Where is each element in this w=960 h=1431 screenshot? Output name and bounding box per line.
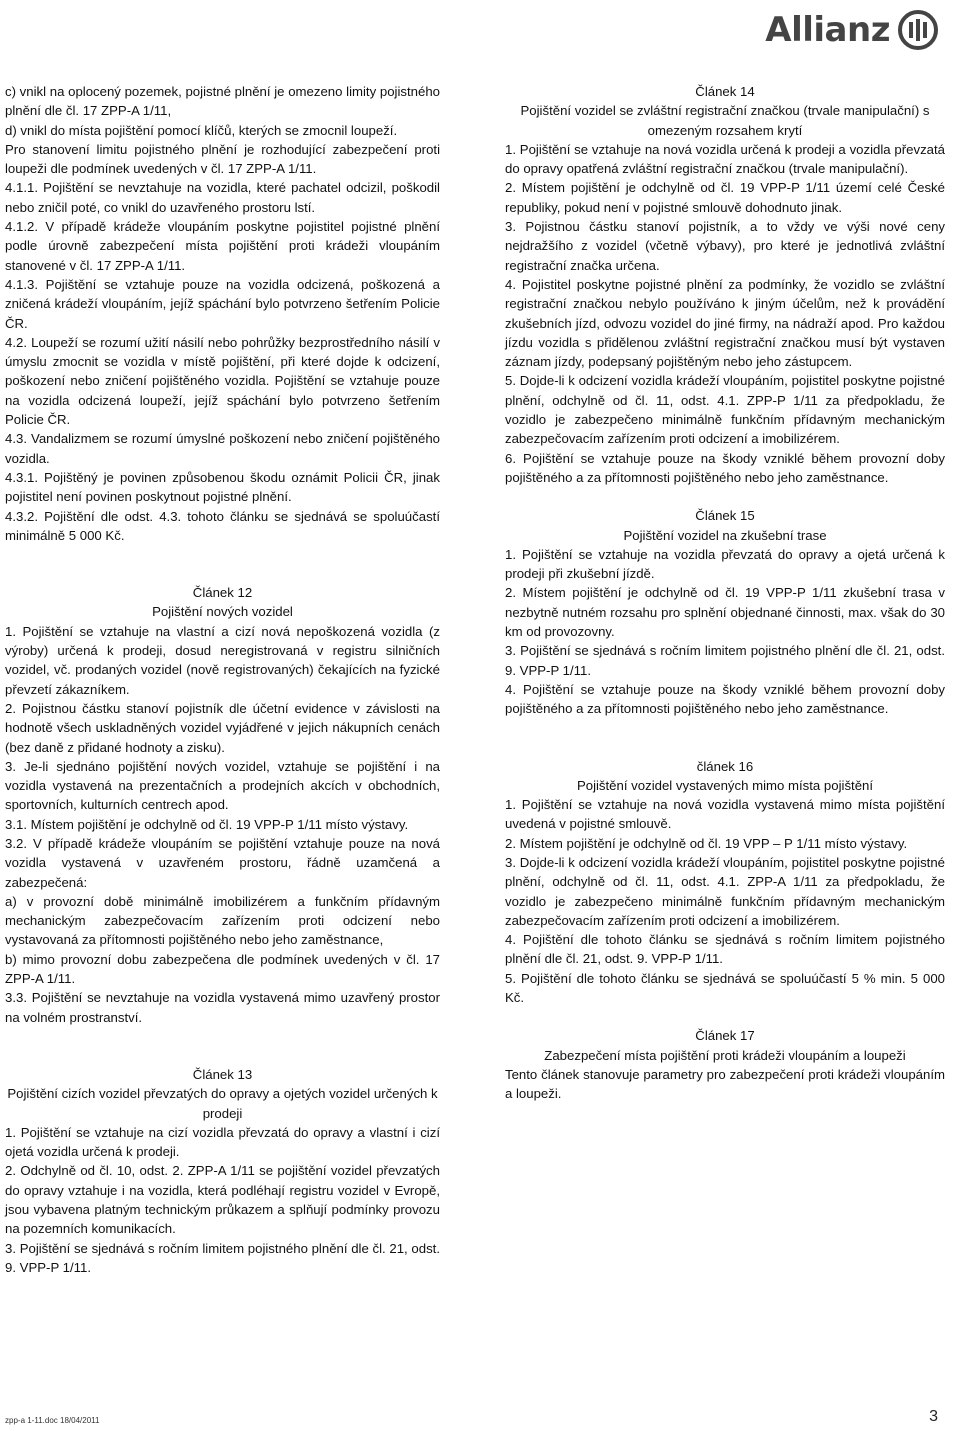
paragraph: 4. Pojištění se vztahuje pouze na škody vzniklé během provozní doby pojištěného a za přítomnosti pojištěného nebo jeho zaměstnance. <box>505 681 945 717</box>
paragraph: 3. Pojistnou částku stanoví pojistník, a to vždy ve výši nové ceny nejdražšího z vozidel (včetně výbavy), pro které je jednotlivá zvláštní registrační značka určena. <box>505 219 945 273</box>
right-column <box>505 82 945 1104</box>
paragraph: c) vnikl na oplocený pozemek, pojistné plnění je omezeno limity pojistného plnění dle čl. 17 ZPP-A 1/11, <box>5 84 440 119</box>
article-heading: článek 16 <box>696 758 754 774</box>
paragraph: 2. Místem pojištění je odchylně od čl. 19 VPP-P 1/11 území celé České republiky, pokud není v pojistné smlouvě dohodnuto jinak. <box>505 180 945 215</box>
paragraph: 5. Pojištění dle tohoto článku se sjednává se spoluúčastí 5 % min. 5 000 Kč. <box>505 970 945 1006</box>
paragraph: 4.2. Loupeží se rozumí užití násilí nebo pohrůžky bezprostředního násilí v úmyslu zmocnit se vozidla v místě pojištění, při které dojde k odcizení, poškození nebo zničení pojištěného vozidla. Pojištění se vztahuje pouze na vozidla odcizená loupeží, jejíž spáchání bylo potvrzeno šetřením Policie ČR. <box>5 334 440 428</box>
paragraph: 2. Místem pojištění je odchylně od čl. 19 VPP – P 1/11 místo výstavy. <box>505 835 908 851</box>
article-heading: Pojištění vozidel vystavených mimo místa pojištění <box>576 777 874 793</box>
brand-name: Allianz <box>765 10 890 50</box>
paragraph: 3. Je-li sjednáno pojištění nových vozidel, vztahuje se pojištění i na vozidla vystavená na prezentačních a prodejních akcích v obchodních, sportovních, kulturních centrech apod. <box>5 758 440 813</box>
paragraph: Pro stanovení limitu pojistného plnění je rozhodující zabezpečení proti loupeži dle podmínek uvedených v čl. 17 ZPP-A 1/11. <box>5 141 440 177</box>
paragraph: 3.3. Pojištění se nevztahuje na vozidla vystavená mimo uzavřený prostor na volném prostranství. <box>5 990 440 1025</box>
spacer <box>505 1007 945 1026</box>
paragraph: 4. Pojištění dle tohoto článku se sjednává s ročním limitem pojistného plnění dle čl. 21, odst. 9. VPP-P 1/11. <box>505 932 945 967</box>
paragraph: 4.1.2. V případě krádeže vloupáním poskytne pojistitel pojistné plnění podle úrovně zabezpečení místa pojištění proti krádeži vloupáním stanovené v čl. 17 ZPP-A 1/11. <box>5 219 440 273</box>
article-heading: Pojištění vozidel se zvláštní registrační značkou (trvale manipulační) s omezeným rozsahem krytí <box>520 103 930 138</box>
paragraph: b) mimo provozní dobu zabezpečena dle podmínek uvedených v čl. 17 ZPP-A 1/11. <box>5 951 440 987</box>
paragraph: 4.1.1. Pojištění se nevztahuje na vozidla, které pachatel odcizil, poškodil nebo zničil poté, co vnikl do uzavřeného prostoru lstí. <box>5 180 440 215</box>
paragraph: 1. Pojištění se vztahuje na vlastní a cizí nová nepoškozená vozidla (z výroby) určená k prodeji, dosud neregistrovaná v registru silničních vozidel, vč. prodaných vozidel (nově registrovaných) čekajících na fyzické převzetí zákazníkem. <box>5 623 440 697</box>
article-heading: Článek 15 <box>695 508 755 524</box>
paragraph: 4.3.2. Pojištění dle odst. 4.3. tohoto článku se sjednává se spoluúčastí minimálně 5 000 Kč. <box>5 508 440 543</box>
paragraph: 1. Pojištění se vztahuje na cizí vozidla převzatá do opravy a vlastní i cizí ojetá vozidla určená k prodeji. <box>5 1124 440 1160</box>
paragraph: 5. Dojde-li k odcizení vozidla krádeží vloupáním, pojistitel poskytne pojistné plnění, odchylně od čl. 11, odst. 4.1. ZPP-P 1/11 za předpokladu, že vozidlo je zabezpečeno minimálně funkčním přídavným mechanickým zabezpečovacím zařízením proti odcizení a imobilizérem. <box>505 373 945 447</box>
spacer <box>5 545 440 564</box>
paragraph: 3. Pojištění se sjednává s ročním limitem pojistného plnění dle čl. 21, odst. 9. VPP-P 1/11. <box>505 643 945 678</box>
paragraph: 3.2. V případě krádeže vloupáním se pojištění vztahuje pouze na nová vozidla vystavená v uzavřeném prostoru, řádně uzamčená a zabezpečená: <box>5 835 440 890</box>
footer-file-info: zpp-a 1-11.doc 18/04/2011 <box>5 1416 100 1425</box>
paragraph: 4.1.3. Pojištění se vztahuje pouze na vozidla odcizená, poškozená a zničená krádeží vloupáním, jejíž spáchání bylo potvrzeno šetřením Policie ČR. <box>5 276 440 331</box>
paragraph: 2. Místem pojištění je odchylně od čl. 19 VPP-P 1/11 zkušební trasa v nezbytně nutném rozsahu pro splnění objednané činnosti, max. však do 30 km od provozovny. <box>505 585 945 640</box>
article-heading: Článek 13 <box>192 1066 253 1082</box>
paragraph: d) vnikl do místa pojištění pomocí klíčů, kterých se zmocnil loupeží. <box>5 122 398 138</box>
paragraph: 4.3.1. Pojištěný je povinen způsobenou škodu oznámit Policii ČR, jinak pojistitel není povinen poskytnout pojistné plnění. <box>5 469 440 505</box>
spacer <box>505 719 945 738</box>
spacer <box>5 1027 440 1046</box>
paragraph: 2. Odchylně od čl. 10, odst. 2. ZPP-A 1/11 se pojištění vozidel převzatých do opravy vztahuje i na vozidla, která podléhají registru vozidel v Evropě, jsou vybavena platným technickým průkazem a splňují podmínky provozu na pozemních komunikacích. <box>5 1163 440 1237</box>
spacer <box>505 487 945 506</box>
article-heading: Článek 14 <box>695 84 755 99</box>
left-column <box>5 82 440 1277</box>
spacer <box>5 564 440 583</box>
paragraph: 2. Pojistnou částku stanoví pojistník dle účetní evidence v závislosti na hodnotě všech uskladněných vozidel vyjádřené v jejich nákupních cenách (bez daně z přidané hodnoty a zisku). <box>5 700 440 755</box>
page-number: 3 <box>929 1408 938 1425</box>
article-heading: Zabezpečení místa pojištění proti krádeži vloupáním a loupeži <box>544 1047 906 1063</box>
paragraph: 1. Pojištění se vztahuje na nová vozidla vystavená mimo místa pojištění uvedená v pojistné smlouvě. <box>505 797 945 832</box>
paragraph: 3.1. Místem pojištění je odchylně od čl. 19 VPP-P 1/11 místo výstavy. <box>5 816 409 832</box>
article-heading: Článek 12 <box>192 585 253 601</box>
paragraph: 1. Pojištění se vztahuje na vozidla převzatá do opravy a ojetá určená k prodeji při zkušební jízdě. <box>505 546 945 582</box>
paragraph: 1. Pojištění se vztahuje na nová vozidla určená k prodeji a vozidla převzatá do opravy opatřená zvláštní registrační značkou (trvale manipulační). <box>505 141 945 177</box>
article-heading: Pojištění cizích vozidel převzatých do opravy a ojetých vozidel určených k prodeji <box>7 1086 438 1121</box>
paragraph: 4.3. Vandalizmem se rozumí úmyslné poškození nebo zničení pojištěného vozidla. <box>5 431 440 466</box>
spacer <box>5 1046 440 1065</box>
article-heading: Pojištění nových vozidel <box>152 604 293 620</box>
paragraph: 3. Dojde-li k odcizení vozidla krádeží vloupáním, pojistitel poskytne pojistné plnění, odchylně od čl. 11, odst. 4.1. ZPP-A 1/11 za předpokladu, že vozidlo je zabezpečeno minimálně funkčním přídavným mechanickým zabezpečovacím zařízením proti odcizení a imobilizérem. <box>505 854 945 928</box>
article-heading: Pojištění vozidel na zkušební trase <box>623 527 827 543</box>
paragraph: 4. Pojistitel poskytne pojistné plnění za podmínky, že vozidlo se zvláštní registrační značkou nebylo používáno k jiným účelům, než k provádění zkušebních jízd, odvozu vozidel do jiné firmy, na nádraží apod. Pro každou jízdu vozidla s přidělenou zvláštní registrační značkou musí být vystaven záznam jízdy, podepsaný pojištěným nebo jeho zástupcem. <box>505 276 945 370</box>
article-heading: Článek 17 <box>695 1028 755 1044</box>
allianz-eagle-icon <box>898 10 938 50</box>
paragraph: Tento článek stanovuje parametry pro zabezpečení proti krádeži vloupáním a loupeži. <box>505 1066 945 1102</box>
paragraph: 6. Pojištění se vztahuje pouze na škody vzniklé během provozní doby pojištěného a za přítomnosti pojištěného nebo jeho zaměstnance. <box>505 450 945 485</box>
paragraph: 3. Pojištění se sjednává s ročním limitem pojistného plnění dle čl. 21, odst. 9. VPP-P 1/11. <box>5 1240 440 1275</box>
paragraph: a) v provozní době minimálně imobilizérem a funkčním přídavným mechanickým zabezpečovacím zařízením proti odcizení nebo vystavovaná za přítomnosti pojištěného nebo jeho zaměstnance, <box>5 893 440 948</box>
spacer <box>505 738 945 757</box>
allianz-logo <box>765 8 938 52</box>
